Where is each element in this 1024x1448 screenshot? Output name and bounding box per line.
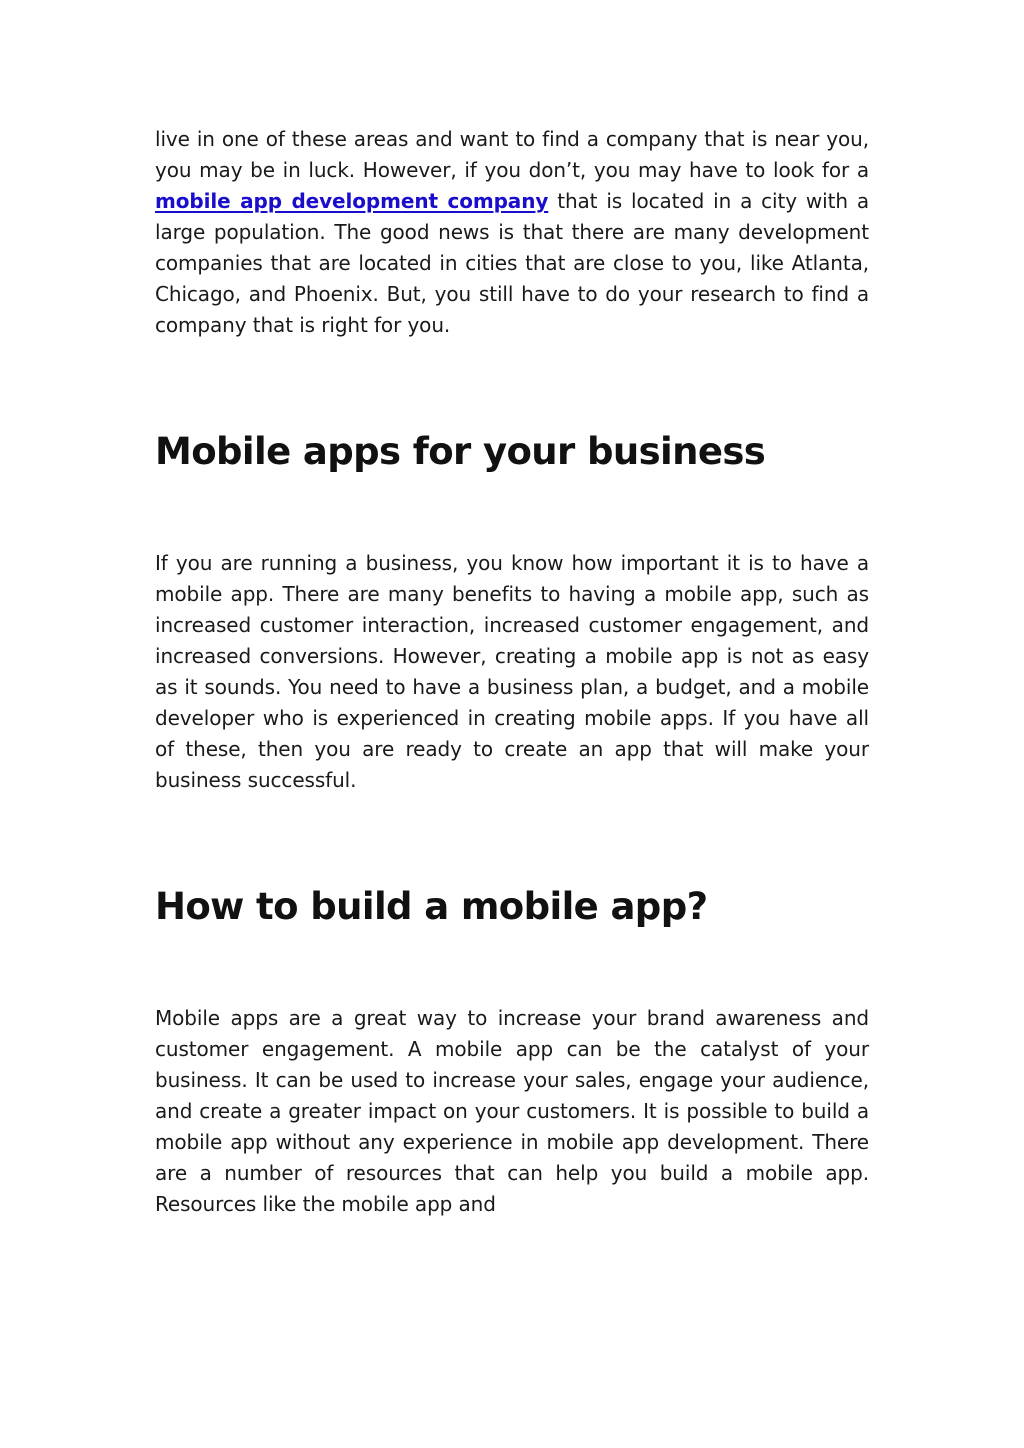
mobile-app-development-company-link[interactable]: mobile app development company [155,189,549,213]
paragraph-intro [155,124,869,341]
paragraph-intro-text-after: that is located in a city with a large population. The good news is that there are many development companies that are located in cities that are close to you, like Atlanta, Chicago, and Phoenix. But, you still have to do your research to find a company that is right for you. [155,189,870,337]
paragraph-business: If you are running a business, you know how important it is to have a mobile app. There are many benefits to having a mobile app, such as increased customer interaction, increased customer engagement, and increased conversions. However, creating a mobile app is not as easy as it sounds. You need to have a business plan, a budget, and a mobile developer who is experienced in creating mobile apps. If you have all of these, then you are ready to create an app that will make your business successful. [155,551,869,792]
document-page [155,124,869,1220]
heading-how-to-build: How to build a mobile app? [155,885,708,928]
heading-mobile-apps-for-business: Mobile apps for your business [155,430,766,473]
paragraph-intro-text-before: live in one of these areas and want to find a company that is near you, you may be in luck. However, if you don’t, you may have to look for a [155,127,869,182]
paragraph-build: Mobile apps are a great way to increase your brand awareness and customer engagement. A mobile app can be the catalyst of your business. It can be used to increase your sales, engage your audience, and create a greater impact on your customers. It is possible to build a mobile app without any experience in mobile app development. There are a number of resources that can help you build a mobile app. Resources like the mobile app and [155,1006,869,1216]
